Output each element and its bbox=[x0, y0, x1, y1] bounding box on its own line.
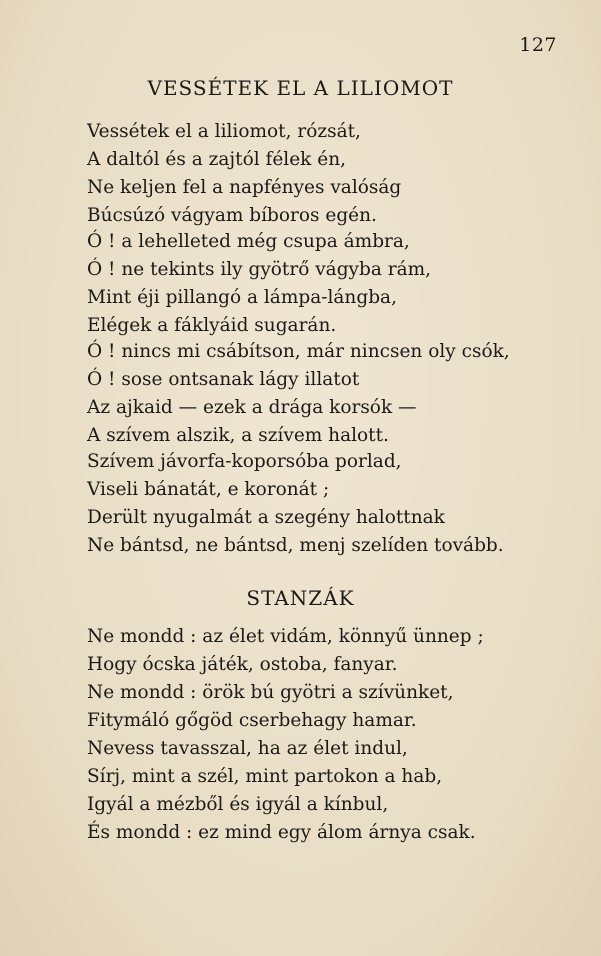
verse-line: Mint éji pillangó a lámpa-lángba, bbox=[87, 287, 397, 308]
verse-line: Ne mondd : örök bú gyötri a szívünket, bbox=[87, 682, 454, 703]
stanza-3 bbox=[87, 338, 577, 450]
verse-line: Ó ! nincs mi csábítson, már nincsen oly csók, bbox=[87, 341, 510, 362]
verse-line: Ne keljen fel a napfényes valóság bbox=[87, 177, 402, 198]
verse-line: Elégek a fáklyáid sugarán. bbox=[87, 315, 337, 336]
verse-line: Búcsúzó vágyam bíboros egén. bbox=[87, 205, 377, 226]
verse-line: Fitymáló gőgöd cserbehagy hamar. bbox=[87, 710, 417, 731]
verse-line: Ó ! sose ontsanak lágy illatot bbox=[87, 369, 360, 390]
verse-line: A daltól és a zajtól félek én, bbox=[87, 149, 347, 170]
verse-line: Az ajkaid — ezek a drága korsók — bbox=[87, 397, 417, 418]
verse-line: Hogy ócska játék, ostoba, fanyar. bbox=[87, 654, 398, 675]
stanza-1 bbox=[87, 118, 577, 230]
verse-line: Sírj, mint a szél, mint partokon a hab, bbox=[87, 766, 443, 787]
verse-line: És mondd : ez mind egy álom árnya csak. bbox=[87, 822, 476, 843]
poem-title-stanzak: STANZÁK bbox=[246, 586, 355, 610]
verse-line: Ó ! a lehelleted még csupa ámbra, bbox=[87, 231, 410, 252]
verse-line: Nevess tavasszal, ha az élet indul, bbox=[87, 738, 408, 759]
verse-line: Ne mondd : az élet vidám, könnyű ünnep ; bbox=[87, 626, 484, 647]
verse-line: A szívem alszik, a szívem halott. bbox=[87, 425, 389, 446]
verse-line: Vessétek el a liliomot, rózsát, bbox=[87, 121, 361, 142]
poem-title-vessetek: VESSÉTEK EL A LILIOMOT bbox=[147, 76, 454, 100]
stanza-4 bbox=[87, 448, 577, 560]
verse-line: Igyál a mézből és igyál a kínbul, bbox=[87, 794, 389, 815]
verse-line: Viseli bánatát, e koronát ; bbox=[87, 479, 330, 500]
verse-line: Ne bántsd, ne bántsd, menj szelíden tovább. bbox=[87, 535, 504, 556]
verse-line: Szívem jávorfa-koporsóba porlad, bbox=[87, 451, 402, 472]
stanza-5 bbox=[87, 623, 577, 735]
verse-line: Derült nyugalmát a szegény halottnak bbox=[87, 507, 445, 528]
page-number: 127 bbox=[519, 34, 557, 56]
stanza-6 bbox=[87, 735, 577, 847]
stanza-2 bbox=[87, 228, 577, 340]
verse-line: Ó ! ne tekints ily gyötrő vágyba rám, bbox=[87, 259, 432, 280]
